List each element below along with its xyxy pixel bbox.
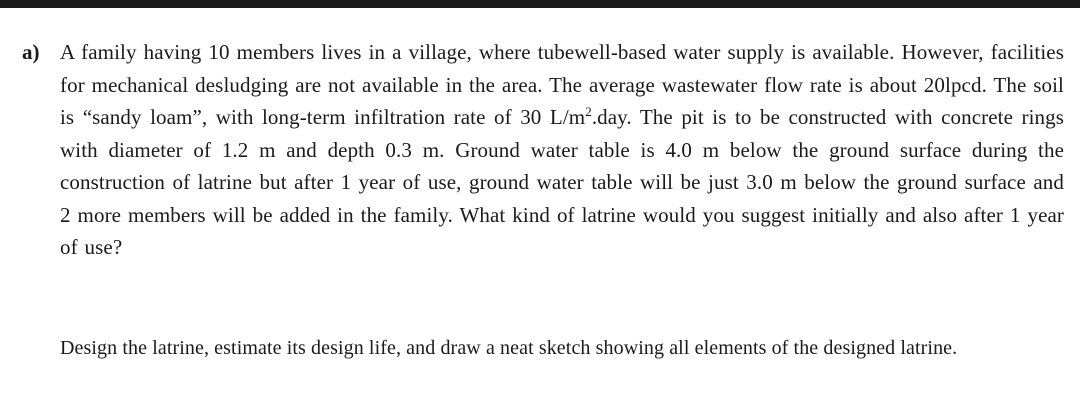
- question-text: [60, 36, 1064, 264]
- question-label: a): [22, 40, 40, 64]
- top-dark-border: [0, 0, 1080, 8]
- question-block: [22, 36, 1070, 264]
- question-text-part-2: .day. The pit is to be constructed with concrete rings with diameter of 1.2 m and depth 0.3 m. Ground water table is 4.0 m below the ground surface during the construction of latrine but after 1 year of use, ground water table will be just 3.0 m below the ground surface and 2 more members will be added in the family. What kind of latrine would you suggest initially and also after 1 year of use?: [60, 105, 1065, 259]
- design-instruction: Design the latrine, estimate its design life, and draw a neat sketch showing all elements of the designed latrine.: [60, 337, 958, 359]
- question-text-part-1: A family having 10 members lives in a village, where tubewell-based water supply is available. However, facilities for mechanical desludging are not available in the area. The average wastewater flow rate is about 20lpcd. The soil is “sandy loam”, with long-term infiltration rate of 30 L/m: [60, 40, 1064, 129]
- area-exponent: 2: [585, 104, 592, 119]
